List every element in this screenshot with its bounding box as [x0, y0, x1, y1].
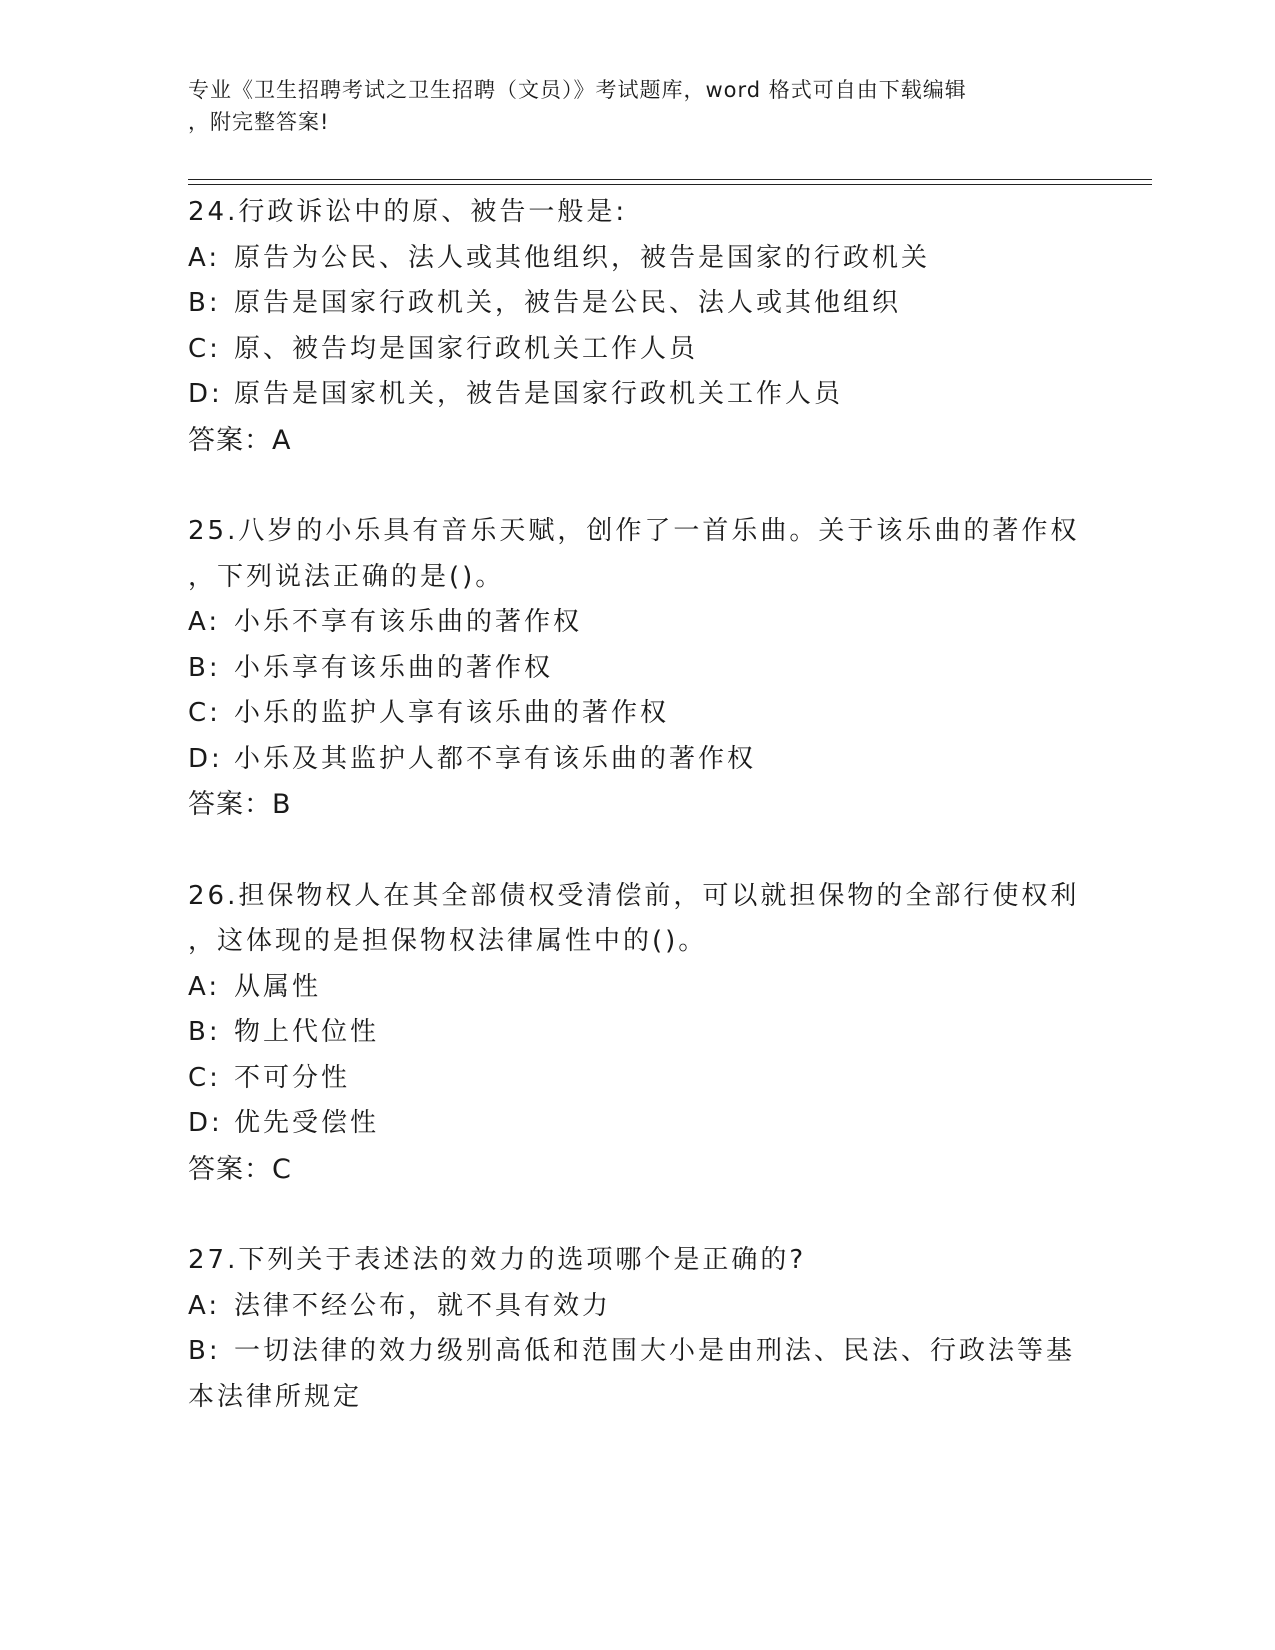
- option-text: 从属性: [234, 971, 322, 1002]
- option-text: 一切法律的效力级别高低和范围大小是由刑法、民法、行政法等基: [234, 1336, 1076, 1366]
- header-divider-top: [188, 179, 1152, 180]
- option-a: [188, 236, 1088, 282]
- option-b: [188, 281, 1088, 327]
- option-text: 物上代位性: [234, 1017, 380, 1047]
- option-key: A:: [188, 1290, 221, 1321]
- option-text: 原、被告均是国家行政机关工作人员: [234, 333, 699, 364]
- option-key: A:: [188, 242, 221, 273]
- option-text: 不可分性: [234, 1062, 351, 1093]
- option-key: B:: [188, 652, 221, 683]
- header-line-2: ，附完整答案!: [188, 110, 330, 134]
- option-text: 原告是国家行政机关，被告是公民、法人或其他组织: [234, 288, 902, 318]
- option-key: B:: [188, 1017, 221, 1047]
- option-key: B:: [188, 288, 221, 318]
- option-key: D:: [188, 379, 223, 409]
- option-c: [188, 1056, 1088, 1102]
- header-divider-bottom: [188, 184, 1152, 185]
- option-a: [188, 1284, 1088, 1330]
- option-c: [188, 691, 1088, 737]
- option-b-cont: 本法律所规定: [188, 1381, 363, 1412]
- question-27: [188, 1238, 1088, 1420]
- question-stem: 24.行政诉讼中的原、被告一般是:: [188, 197, 628, 227]
- option-key: C:: [188, 333, 221, 364]
- option-text: 小乐享有该乐曲的著作权: [234, 652, 554, 683]
- option-text: 小乐的监护人享有该乐曲的著作权: [234, 698, 670, 728]
- option-c: [188, 327, 1088, 373]
- option-text: 原告是国家机关，被告是国家行政机关工作人员: [234, 379, 844, 409]
- answer-line: 答案：B: [188, 789, 292, 820]
- header-line-1: 专业《卫生招聘考试之卫生招聘（文员）》考试题库，word 格式可自由下载编辑: [188, 78, 967, 102]
- option-key: C:: [188, 698, 221, 728]
- option-key: A:: [188, 971, 221, 1002]
- option-key: D:: [188, 1108, 223, 1138]
- option-text: 小乐不享有该乐曲的著作权: [234, 607, 583, 637]
- option-b: [188, 1010, 1088, 1056]
- question-stem: 27.下列关于表述法的效力的选项哪个是正确的?: [188, 1245, 807, 1275]
- question-stem: 26.担保物权人在其全部债权受清偿前，可以就担保物的全部行使权利: [188, 880, 1080, 911]
- option-d: [188, 1101, 1088, 1147]
- option-d: [188, 372, 1088, 418]
- option-text: 原告为公民、法人或其他组织，被告是国家的行政机关: [234, 242, 931, 273]
- question-stem-cont: ，下列说法正确的是()。: [188, 561, 505, 592]
- option-key: B:: [188, 1336, 221, 1366]
- spacer: [188, 828, 1088, 874]
- answer-line: 答案：C: [188, 1153, 292, 1185]
- option-key: A:: [188, 607, 221, 637]
- question-stem: 25.八岁的小乐具有音乐天赋，创作了一首乐曲。关于该乐曲的著作权: [188, 516, 1080, 546]
- spacer: [188, 1192, 1088, 1238]
- answer-line: 答案：A: [188, 424, 292, 456]
- option-key: D:: [188, 743, 223, 774]
- option-text: 小乐及其监护人都不享有该乐曲的著作权: [234, 743, 757, 774]
- option-d: [188, 737, 1088, 783]
- option-a: [188, 965, 1088, 1011]
- option-text: 法律不经公布，就不具有效力: [234, 1290, 612, 1321]
- question-24: [188, 190, 1088, 463]
- option-b: [188, 646, 1088, 692]
- question-25: [188, 509, 1088, 828]
- question-stem-cont: ，这体现的是担保物权法律属性中的()。: [188, 926, 708, 956]
- option-key: C:: [188, 1062, 221, 1093]
- option-b: [188, 1329, 1088, 1375]
- option-a: [188, 600, 1088, 646]
- document-header: [188, 74, 1078, 138]
- spacer: [188, 463, 1088, 509]
- question-list: [188, 190, 1088, 1420]
- option-text: 优先受偿性: [234, 1108, 380, 1138]
- question-26: [188, 874, 1088, 1193]
